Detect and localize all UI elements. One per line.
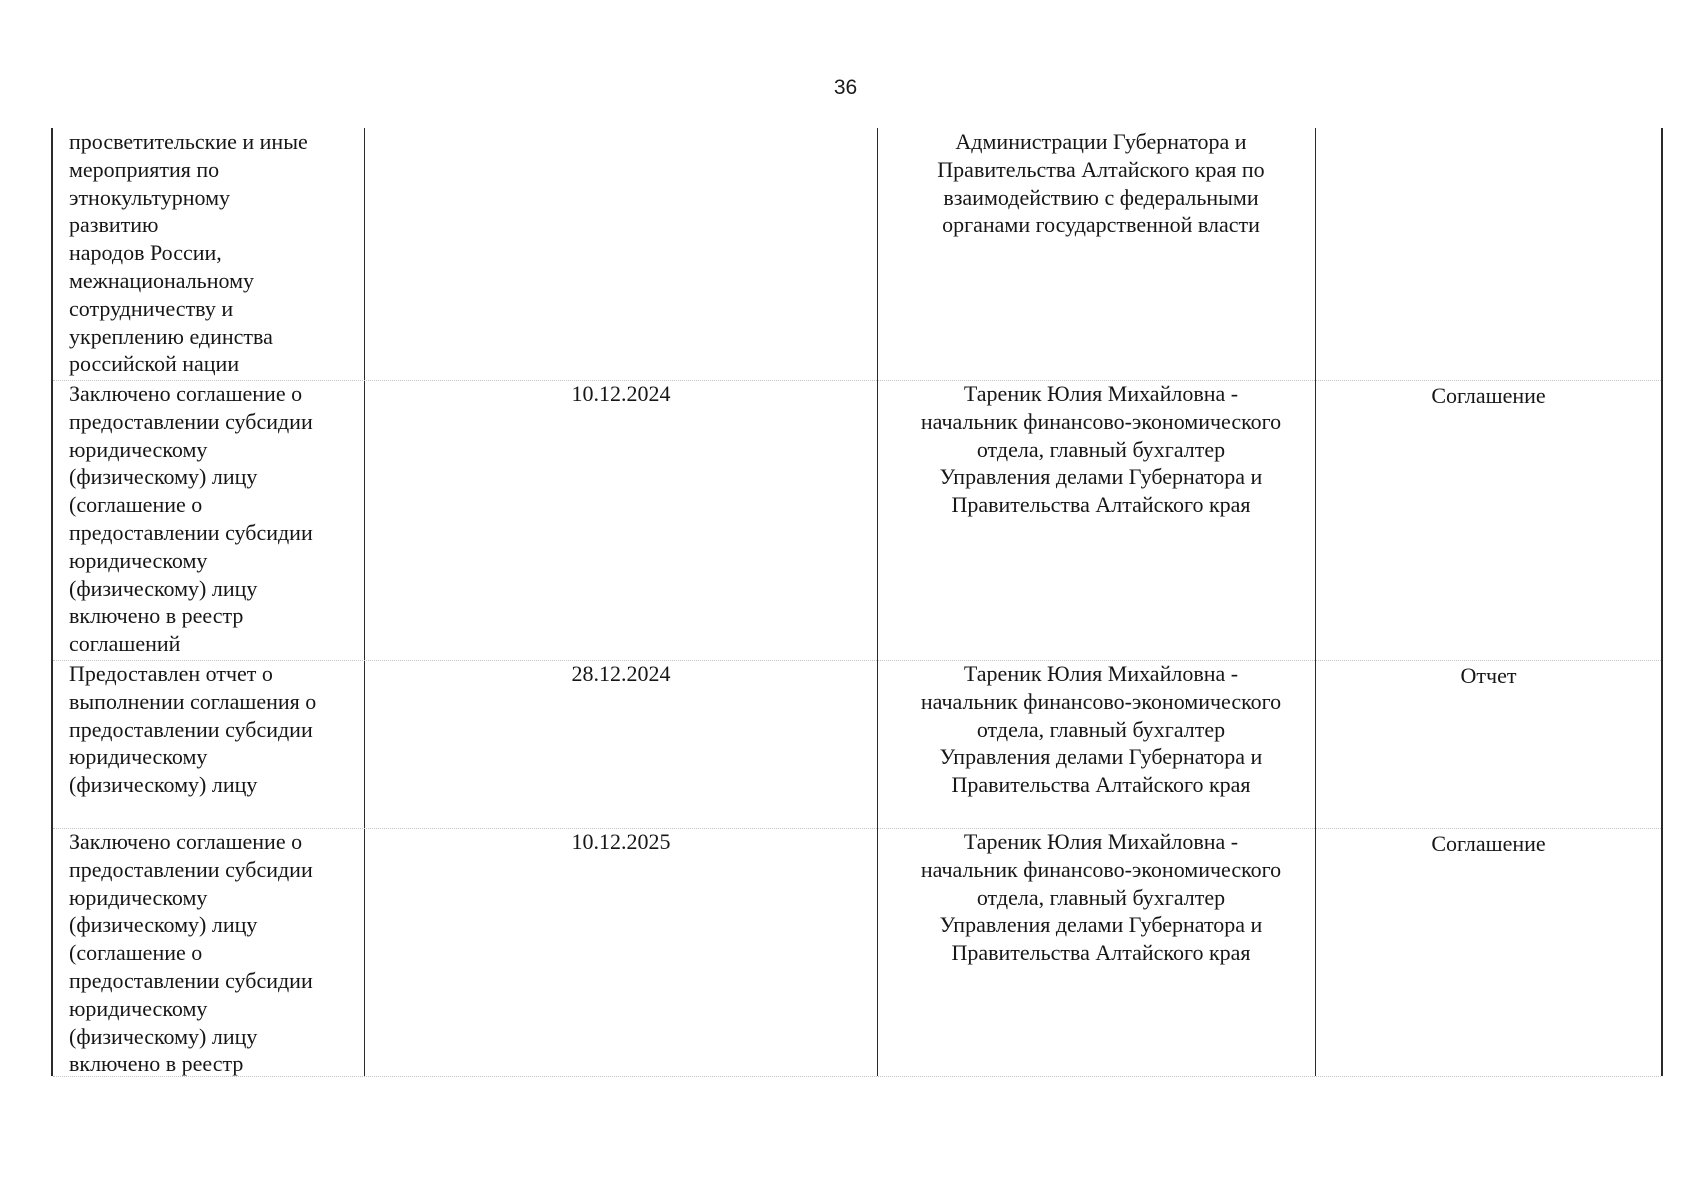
date-cell: 28.12.2024 xyxy=(571,661,671,686)
responsible-person-cell: Тареник Юлия Михайловна - начальник финансово-экономического отдела, главный бухгалтер Управления делами Губернатора и Правительства Алтайского края xyxy=(920,829,1282,966)
responsible-person-cell: Тареник Юлия Михайловна - начальник финансово-экономического отдела, главный бухгалтер Управления делами Губернатора и Правительства Алтайского края xyxy=(920,661,1282,798)
date-cell xyxy=(365,128,877,380)
events-table xyxy=(51,128,1663,1076)
responsible-person-cell: Администрации Губернатора и Правительства Алтайского края по взаимодействию с федеральными органами государственной власти xyxy=(937,129,1265,238)
document-type-cell: Отчет xyxy=(1460,663,1517,688)
table-row xyxy=(53,380,1661,660)
date-cell: 10.12.2024 xyxy=(571,381,671,406)
table-row xyxy=(53,828,1661,1076)
responsible-person-cell: Тареник Юлия Михайловна - начальник финансово-экономического отдела, главный бухгалтер Управления делами Губернатора и Правительства Алтайского края xyxy=(920,381,1282,518)
table-row xyxy=(53,660,1661,828)
event-description-cell: просветительские и иные мероприятия по этнокультурному развитию народов России, межнациональному сотрудничеству и укреплению единства российской нации xyxy=(69,129,308,377)
document-type-cell: Соглашение xyxy=(1431,831,1546,856)
event-description-cell: Предоставлен отчет о выполнении соглашения о предоставлении субсидии юридическому (физическому) лицу xyxy=(69,661,317,798)
document-type-cell xyxy=(1317,128,1660,380)
table-row xyxy=(53,128,1661,380)
page-number: 36 xyxy=(833,76,858,99)
row-separator xyxy=(53,1076,1661,1077)
event-description-cell: Заключено соглашение о предоставлении субсидии юридическому (физическому) лицу (соглашение о предоставлении субсидии юридическому (физическому) лицу включено в реестр соглашений xyxy=(69,381,313,657)
event-description-cell: Заключено соглашение о предоставлении субсидии юридическому (физическому) лицу (соглашение о предоставлении субсидии юридическому (физическому) лицу включено в реестр xyxy=(69,829,313,1077)
document-type-cell: Соглашение xyxy=(1431,383,1546,408)
date-cell: 10.12.2025 xyxy=(571,829,671,854)
